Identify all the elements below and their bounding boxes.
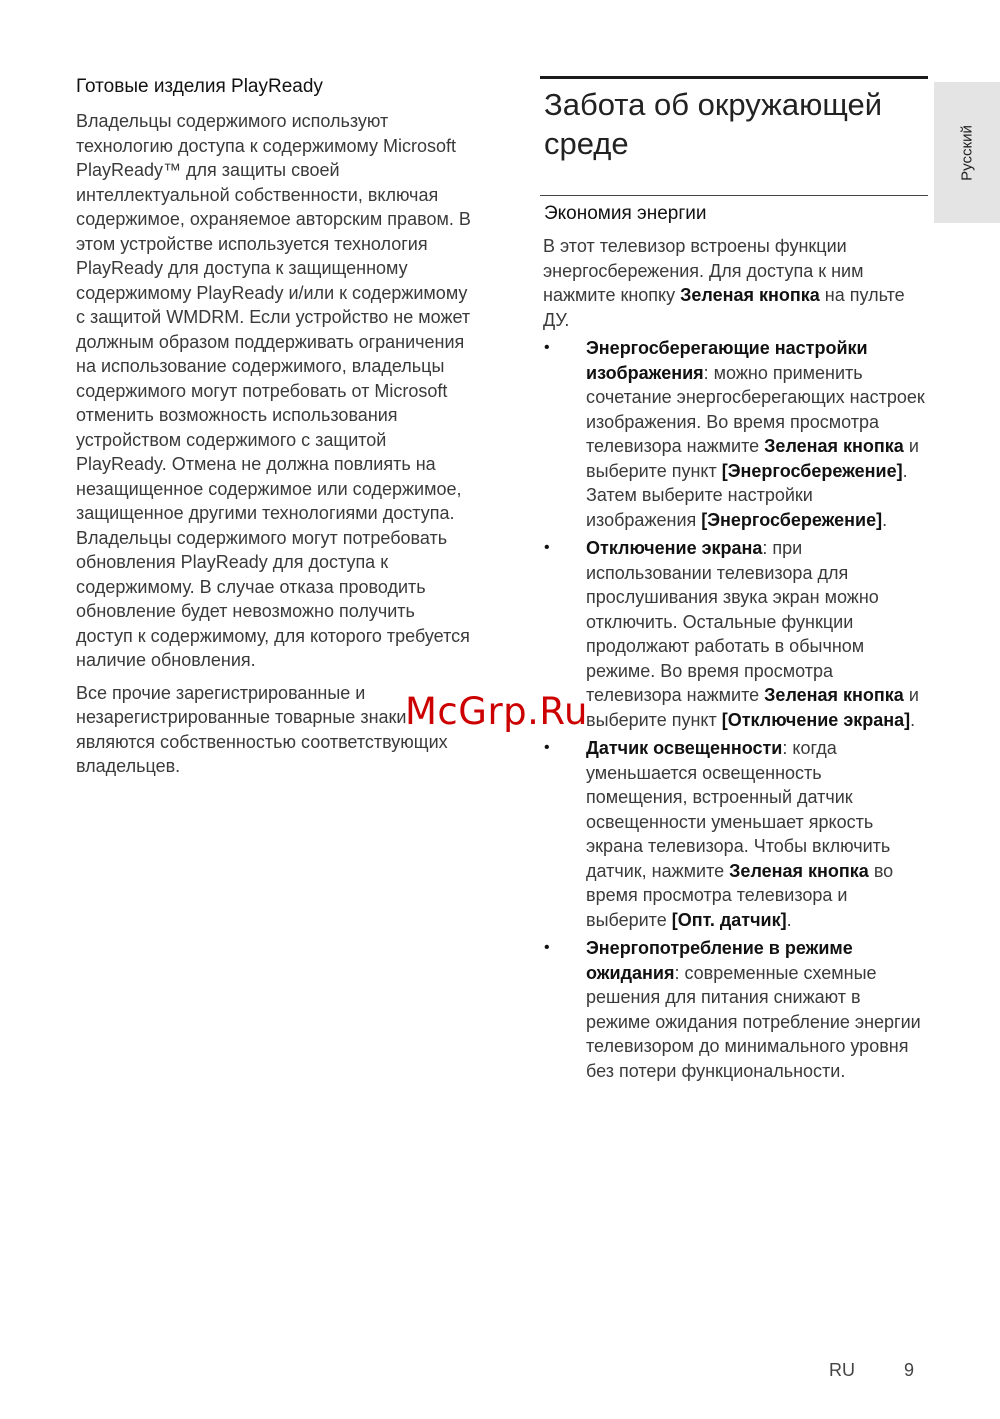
watermark: McGrp.Ru (405, 690, 588, 733)
bullet-icon: • (544, 939, 550, 956)
page-number: 9 (904, 1360, 915, 1380)
intro-paragraph: В этот телевизор встроены функции энергосбережения. Для доступа к ним нажмите кнопку Зеленая кнопка на пульте ДУ. (543, 236, 905, 330)
list-item: • Энергосберегающие настройки изображения: можно применить сочетание энергосберегающих настроек изображения. Во время просмотра телевизора нажмите Зеленая кнопка и выберите пункт [Энергосбережение]. Затем выберите настройки изображения [Энергосбережение]. (544, 338, 925, 530)
trademarks-paragraph: Все прочие зарегистрированные и незарегистрированные товарные знаки являются собственностью соответствующих владельцев. (76, 682, 448, 776)
playready-paragraph: Владельцы содержимого используют технологию доступа к содержимому Microsoft PlayReady™ для защиты своей интеллектуальной собственности, включая содержимое, охраняемое авторским правом. В этом устройстве используется технология PlayReady для доступа к защищенному содержимому PlayReady и/или к содержимому с защитой WMDRM. Если устройство не может должным образом поддерживать ограничения на использование содержимого, владельцы содержимого могут потребовать от Microsoft отменить возможность использования устройством содержимого с защитой PlayReady. Отмена не должна повлиять на незащищенное содержимое или содержимое, защищенное другими технологиями доступа. Владельцы содержимого могут потребовать обновления PlayReady для доступа к содержимому. В случае отказа проводить обновление будет невозможно получить доступ к содержимому, для которого требуется наличие обновления. (76, 111, 471, 670)
list-item: • Отключение экрана: при использовании телевизора для прослушивания звука экран можно отключить. Остальные функции продолжают работать в обычном режиме. Во время просмотра телевизора нажмите Зеленая кнопка и выберите пункт [Отключение экрана]. (544, 538, 919, 730)
top-rule (540, 76, 928, 79)
section-title: Экономия энергии (544, 203, 707, 224)
footer-language: RU (829, 1360, 855, 1380)
section-rule (540, 195, 928, 196)
list-item: • Датчик освещенности: когда уменьшается освещенность помещения, встроенный датчик освещенности уменьшает яркость экрана телевизора. Чтобы включить датчик, нажмите Зеленая кнопка во время просмотра телевизора и выберите [Опт. датчик]. (544, 738, 894, 930)
bullet-icon: • (544, 339, 550, 356)
left-column (76, 74, 471, 787)
bullet-icon: • (544, 539, 550, 556)
list-item: • Энергопотребление в режиме ожидания: современные схемные решения для питания снижают в режиме ожидания потребление энергии телевизором до минимального уровня без потери функциональности. (544, 938, 921, 1081)
bullet-icon: • (544, 739, 550, 756)
right-column (540, 76, 928, 1087)
page-title: Забота об окружающей среде (544, 87, 883, 161)
playready-heading: Готовые изделия PlayReady (76, 76, 323, 97)
language-tab (934, 82, 1000, 223)
feature-list (540, 336, 928, 1083)
language-tab-label: Русский (958, 124, 976, 181)
